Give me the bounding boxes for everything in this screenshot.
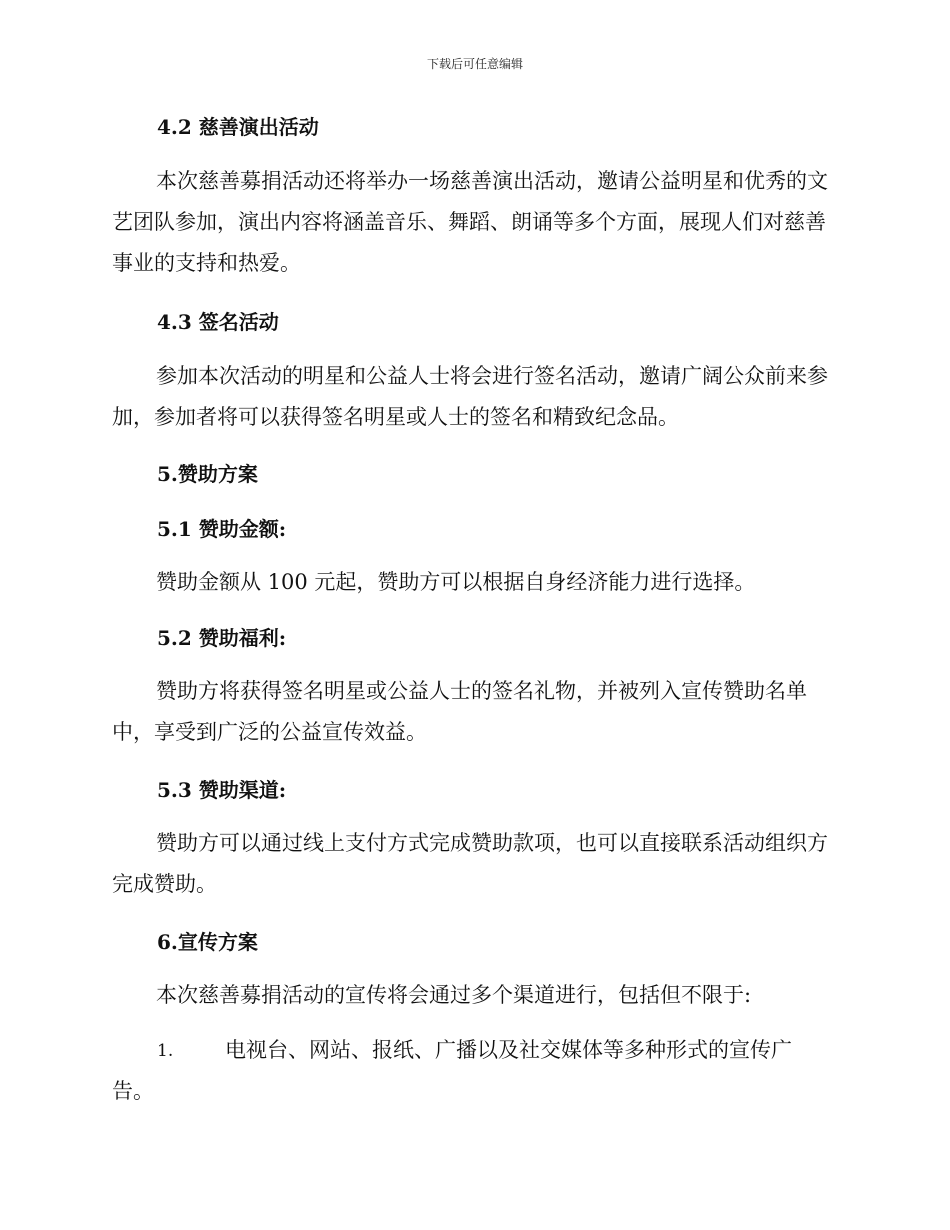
section-heading-4-2: 4.2 慈善演出活动	[157, 115, 319, 139]
section-body-6: 本次慈善募捐活动的宣传将会通过多个渠道进行，包括但不限于:	[156, 983, 752, 1007]
section-heading-5: 5.赞助方案	[157, 462, 258, 486]
section-body-5-3: 赞助方可以通过线上支付方式完成赞助款项，也可以直接联系活动组织方完成赞助。	[112, 831, 828, 896]
page-header: 下载后可任意编辑	[426, 57, 523, 71]
section-body-4-3: 参加本次活动的明星和公益人士将会进行签名活动，邀请广阔公众前来参加，参加者将可以获得签名明星或人士的签名和精致纪念品。	[112, 364, 828, 429]
section-heading-5-3: 5.3 赞助渠道:	[157, 778, 287, 802]
section-heading-5-1: 5.1 赞助金额:	[157, 517, 287, 541]
section-body-4-2: 本次慈善募捐活动还将举办一场慈善演出活动，邀请公益明星和优秀的文艺团队参加，演出内容将涵盖音乐、舞蹈、朗诵等多个方面，展现人们对慈善事业的支持和热爱。	[112, 169, 828, 275]
section-heading-4-3: 4.3 签名活动	[157, 310, 279, 334]
list-item-text: 电视台、网站、报纸、广播以及社交媒体等多种形式的宣传广告。	[112, 1038, 792, 1103]
list-item-number: 1.	[157, 1041, 174, 1061]
section-body-5-1: 赞助金额从 100 元起，赞助方可以根据自身经济能力进行选择。	[156, 570, 756, 594]
section-heading-5-2: 5.2 赞助福利:	[157, 626, 287, 650]
section-heading-6: 6.宣传方案	[157, 930, 258, 954]
section-body-5-2: 赞助方将获得签名明星或公益人士的签名礼物，并被列入宣传赞助名单中，享受到广泛的公益宣传效益。	[112, 679, 807, 744]
